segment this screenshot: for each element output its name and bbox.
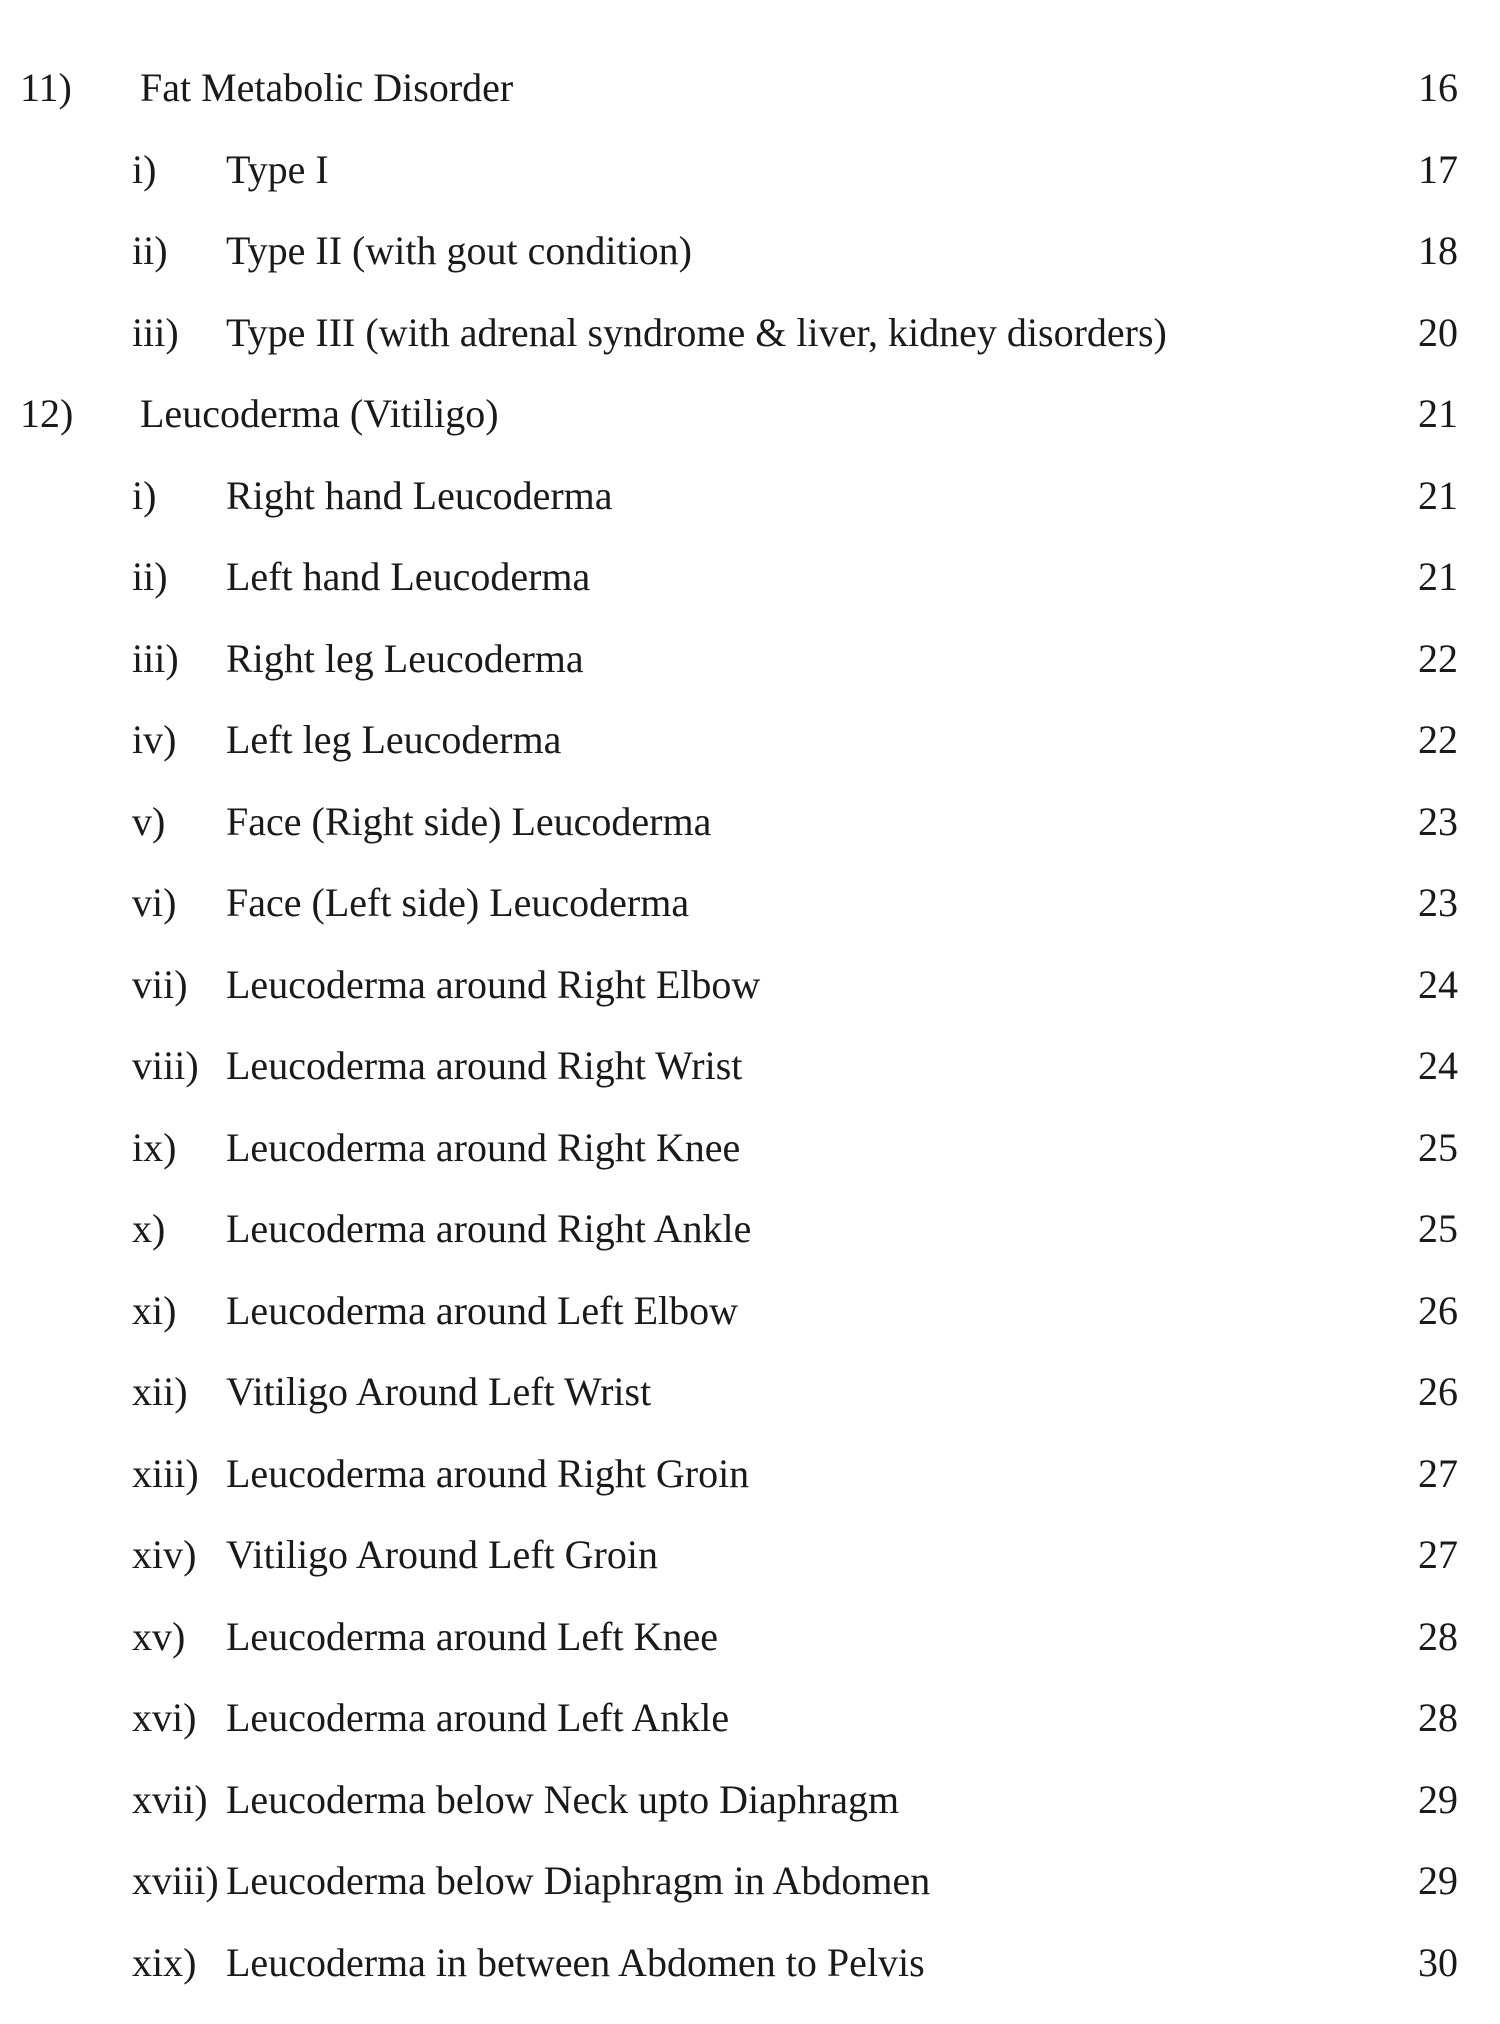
entry-number: xvi) bbox=[132, 1698, 196, 1738]
toc-entry[interactable] bbox=[0, 1372, 1500, 1454]
toc-entry[interactable] bbox=[0, 965, 1500, 1047]
entry-number: iii) bbox=[132, 313, 179, 353]
entry-number: xiv) bbox=[132, 1535, 196, 1575]
entry-page-number: 29 bbox=[1418, 1780, 1458, 1820]
entry-page-number: 30 bbox=[1418, 1943, 1458, 1983]
entry-number: 11) bbox=[20, 68, 72, 108]
entry-title: Face (Left side) Leucoderma bbox=[226, 883, 689, 923]
entry-number: ix) bbox=[132, 1128, 176, 1168]
toc-entry[interactable] bbox=[0, 1780, 1500, 1862]
entry-title: Leucoderma around Right Knee bbox=[226, 1128, 740, 1168]
toc-entry[interactable] bbox=[0, 150, 1500, 232]
entry-title: Type I bbox=[226, 150, 329, 190]
entry-title: Leucoderma in between Abdomen to Pelvis bbox=[226, 1943, 925, 1983]
entry-title: Leucoderma (Vitiligo) bbox=[140, 394, 499, 434]
entry-page-number: 23 bbox=[1418, 802, 1458, 842]
entry-number: i) bbox=[132, 476, 156, 516]
toc-entry[interactable] bbox=[0, 68, 1500, 150]
entry-number: xiii) bbox=[132, 1454, 199, 1494]
entry-number: ii) bbox=[132, 557, 168, 597]
entry-page-number: 28 bbox=[1418, 1617, 1458, 1657]
entry-page-number: 22 bbox=[1418, 720, 1458, 760]
entry-number: xv) bbox=[132, 1617, 185, 1657]
entry-page-number: 23 bbox=[1418, 883, 1458, 923]
entry-page-number: 25 bbox=[1418, 1209, 1458, 1249]
entry-title: Face (Right side) Leucoderma bbox=[226, 802, 711, 842]
entry-title: Type III (with adrenal syndrome & liver, kidney disorders) bbox=[226, 313, 1167, 353]
entry-page-number: 17 bbox=[1418, 150, 1458, 190]
toc-entry[interactable] bbox=[0, 639, 1500, 721]
entry-number: xix) bbox=[132, 1943, 196, 1983]
toc-entry[interactable] bbox=[0, 1698, 1500, 1780]
toc-entry[interactable] bbox=[0, 557, 1500, 639]
entry-title: Leucoderma around Right Ankle bbox=[226, 1209, 751, 1249]
entry-number: viii) bbox=[132, 1046, 199, 1086]
entry-title: Left hand Leucoderma bbox=[226, 557, 590, 597]
toc-entry[interactable] bbox=[0, 1128, 1500, 1210]
entry-page-number: 29 bbox=[1418, 1861, 1458, 1901]
toc-entry[interactable] bbox=[0, 1454, 1500, 1536]
toc-entry[interactable] bbox=[0, 720, 1500, 802]
entry-number: ii) bbox=[132, 231, 168, 271]
entry-page-number: 21 bbox=[1418, 394, 1458, 434]
entry-title: Leucoderma around Right Wrist bbox=[226, 1046, 742, 1086]
entry-page-number: 21 bbox=[1418, 476, 1458, 516]
entry-page-number: 20 bbox=[1418, 313, 1458, 353]
entry-title: Leucoderma around Left Ankle bbox=[226, 1698, 729, 1738]
entry-page-number: 24 bbox=[1418, 1046, 1458, 1086]
entry-title: Leucoderma around Right Groin bbox=[226, 1454, 749, 1494]
entry-page-number: 25 bbox=[1418, 1128, 1458, 1168]
entry-page-number: 28 bbox=[1418, 1698, 1458, 1738]
entry-title: Left leg Leucoderma bbox=[226, 720, 561, 760]
entry-title: Leucoderma below Diaphragm in Abdomen bbox=[226, 1861, 930, 1901]
entry-number: vi) bbox=[132, 883, 176, 923]
toc-entry[interactable] bbox=[0, 1943, 1500, 2024]
entry-number: i) bbox=[132, 150, 156, 190]
entry-page-number: 26 bbox=[1418, 1291, 1458, 1331]
entry-page-number: 18 bbox=[1418, 231, 1458, 271]
entry-title: Right hand Leucoderma bbox=[226, 476, 613, 516]
toc-entry[interactable] bbox=[0, 1291, 1500, 1373]
entry-page-number: 21 bbox=[1418, 557, 1458, 597]
toc-entry[interactable] bbox=[0, 1617, 1500, 1699]
table-of-contents bbox=[0, 68, 1500, 2024]
entry-title: Vitiligo Around Left Groin bbox=[226, 1535, 658, 1575]
entry-number: xviii) bbox=[132, 1861, 219, 1901]
entry-title: Right leg Leucoderma bbox=[226, 639, 584, 679]
toc-entry[interactable] bbox=[0, 313, 1500, 395]
entry-number: xii) bbox=[132, 1372, 188, 1412]
entry-title: Vitiligo Around Left Wrist bbox=[226, 1372, 651, 1412]
entry-number: iv) bbox=[132, 720, 176, 760]
entry-title: Leucoderma around Left Knee bbox=[226, 1617, 718, 1657]
toc-entry[interactable] bbox=[0, 1861, 1500, 1943]
toc-entry[interactable] bbox=[0, 476, 1500, 558]
entry-page-number: 27 bbox=[1418, 1454, 1458, 1494]
entry-page-number: 27 bbox=[1418, 1535, 1458, 1575]
entry-title: Leucoderma below Neck upto Diaphragm bbox=[226, 1780, 899, 1820]
entry-page-number: 24 bbox=[1418, 965, 1458, 1005]
entry-title: Leucoderma around Right Elbow bbox=[226, 965, 760, 1005]
toc-entry[interactable] bbox=[0, 231, 1500, 313]
entry-title: Fat Metabolic Disorder bbox=[140, 68, 513, 108]
toc-entry[interactable] bbox=[0, 1535, 1500, 1617]
toc-entry[interactable] bbox=[0, 802, 1500, 884]
toc-entry[interactable] bbox=[0, 1046, 1500, 1128]
toc-entry[interactable] bbox=[0, 394, 1500, 476]
entry-page-number: 16 bbox=[1418, 68, 1458, 108]
entry-number: v) bbox=[132, 802, 165, 842]
entry-number: x) bbox=[132, 1209, 165, 1249]
entry-title: Leucoderma around Left Elbow bbox=[226, 1291, 738, 1331]
entry-title: Type II (with gout condition) bbox=[226, 231, 692, 271]
toc-entry[interactable] bbox=[0, 883, 1500, 965]
entry-page-number: 26 bbox=[1418, 1372, 1458, 1412]
entry-page-number: 22 bbox=[1418, 639, 1458, 679]
entry-number: vii) bbox=[132, 965, 188, 1005]
entry-number: 12) bbox=[20, 394, 73, 434]
entry-number: xi) bbox=[132, 1291, 176, 1331]
toc-entry[interactable] bbox=[0, 1209, 1500, 1291]
entry-number: iii) bbox=[132, 639, 179, 679]
entry-number: xvii) bbox=[132, 1780, 208, 1820]
